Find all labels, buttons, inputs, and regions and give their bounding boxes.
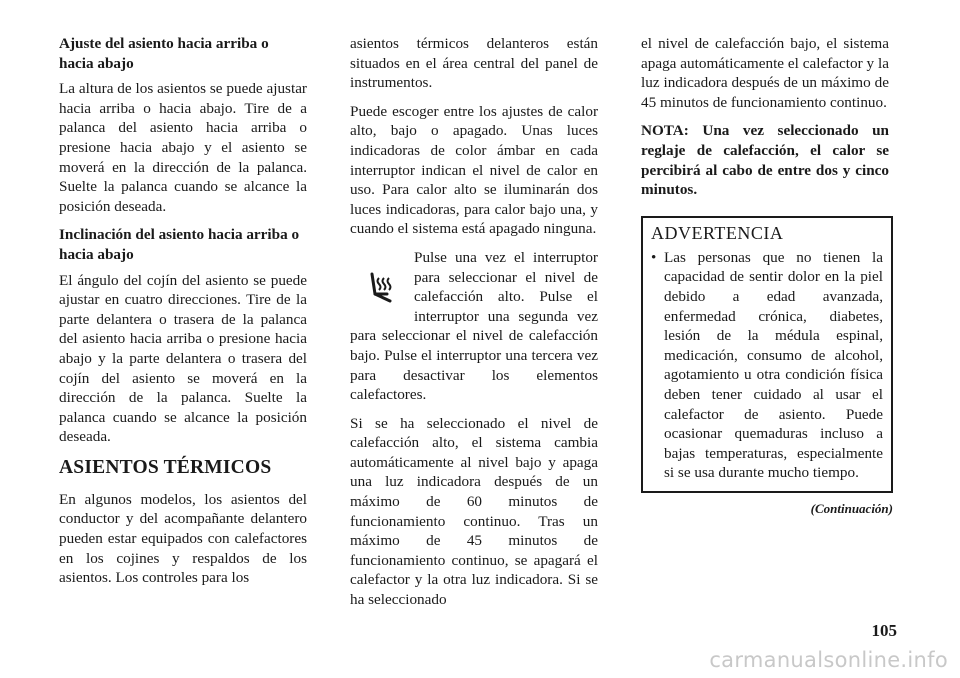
- column-right: [641, 34, 893, 518]
- heading-seat-height: Ajuste del asiento hacia arriba o hacia abajo: [59, 35, 269, 72]
- paragraph-switch-usage: [350, 248, 598, 405]
- column-middle: [350, 34, 598, 619]
- heated-seat-icon: [350, 248, 414, 326]
- paragraph-low-heat: el nivel de calefacción bajo, el sistema apaga automáticamente el calefactor y la luz indicadora después de un máximo de 45 minutos de funcionamiento continuo.: [641, 35, 889, 111]
- warning-text: Las personas que no tienen la capacidad de sentir dolor en la piel debido a edad avanzada, enfermedad crónica, diabetes, lesión de la médula espinal, medicación, consumo de alcohol, agotamiento u otra condición física deben tener cuidado al usar el calefactor de asiento. Puede ocasionar quemaduras incluso a bajas temperaturas, especialmente si se usa durante mucho tiempo.: [664, 248, 883, 482]
- switch-usage-text: Pulse una vez el interruptor para seleccionar el nivel de calefacción alto. Pulse el interruptor una segunda vez para seleccionar el nivel de calefacción bajo. Pulse el interruptor una tercera vez para desactivar los elementos calefactores.: [350, 248, 598, 404]
- page-number: 105: [871, 621, 897, 640]
- paragraph-seat-height: La altura de los asientos se puede ajustar hacia arriba o hacia abajo. Tire de a palanca del asiento hacia arriba o presione hacia abajo y el asiento se moverá en la dirección de la palanca. Suelte la palanca cuando se alcance la posición deseada.: [59, 80, 307, 215]
- watermark: carmanualsonline.info: [709, 648, 948, 672]
- heading-seat-tilt: Inclinación del asiento hacia arriba o hacia abajo: [59, 226, 300, 263]
- paragraph-auto-shutoff: Si se ha seleccionado el nivel de calefacción alto, el sistema cambia automáticamente al nivel bajo y apaga una luz indicadora después de un máximo de 60 minutos de funcionamiento continuo. Tras un máximo de 45 minutos de funcionamiento continuo, se apagará el calefactor y la otra luz indicadora. Si se ha seleccionado: [350, 414, 598, 609]
- warning-box: [641, 216, 893, 493]
- continuation-label: (Continuación): [810, 500, 893, 516]
- paragraph-heat-settings: Puede escoger entre los ajustes de calor alto, bajo o apagado. Unas luces indicadoras de color ámbar en cada interruptor indican el nivel de calor en uso. Para calor alto se iluminarán dos luces indicadoras, para calor bajo una, y cuando el sistema está apagado ninguna.: [350, 102, 598, 238]
- column-left: [59, 34, 307, 597]
- note-heat-time: NOTA: Una vez seleccionado un reglaje de calefacción, el calor se percibirá al cabo de entre dos y cinco minutos.: [641, 122, 889, 199]
- warning-item: [651, 248, 883, 483]
- warning-title: ADVERTENCIA: [651, 222, 784, 243]
- section-title-heated-seats: ASIENTOS TÉRMICOS: [59, 456, 272, 478]
- paragraph-heated-intro: En algunos modelos, los asientos del conductor y del acompañante delantero pueden estar equipados con calefactores en los cojines y respaldos de los asientos. Los controles para los: [59, 490, 307, 587]
- paragraph-seat-tilt: El ángulo del cojín del asiento se puede ajustar en cuatro direcciones. Tire de la parte delantera o trasera de la palanca del asiento hacia arriba o presione hacia abajo y la parte delantera o trasera del cojín del asiento se moverá en la dirección de la palanca. Suelte la palanca cuando se alcance la posición deseada.: [59, 271, 307, 446]
- bullet: •: [651, 248, 657, 266]
- paragraph-controls-location: asientos térmicos delanteros están situados en el área central del panel de instrumentos.: [350, 35, 598, 92]
